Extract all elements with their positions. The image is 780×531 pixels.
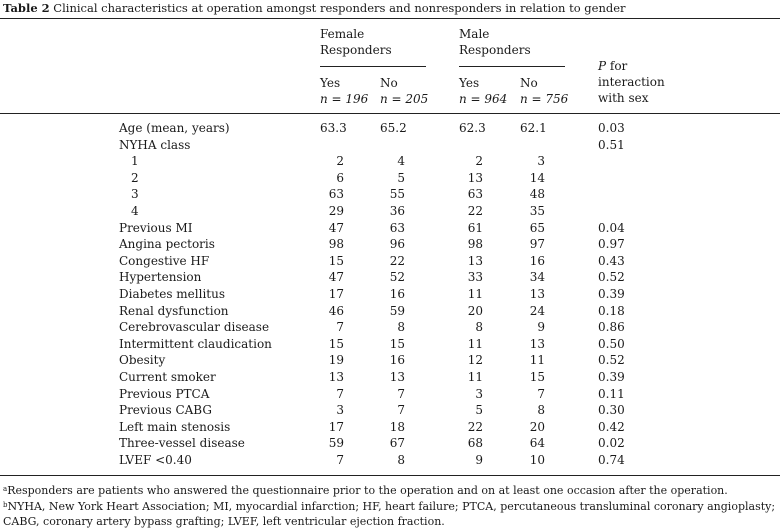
cell-m-no: 15 [529,370,545,384]
cell-f-yes: 98 [328,237,344,252]
cell-f-yes: 15 [328,253,344,268]
cell-m-no: 13 [529,336,545,351]
footnote-a-text: Responders are patients who answered the questionnaire prior to the operation and on at least one occasion after the operation. [7,484,728,497]
cell-f-no: 7 [397,403,405,418]
cell-f-no: 67 [389,436,405,451]
cell-m-yes: 5 [475,403,483,418]
cell-f-no: 8 [397,453,405,467]
cell-f-yes: 7 [336,386,344,401]
cell-m-yes: 33 [467,270,483,285]
cell-p-value: 0.86 [598,320,625,335]
cell-m-yes: 63 [467,187,483,202]
row-label: Previous MI [119,220,193,235]
footnote-a-mark: a [3,485,8,493]
cell-f-yes: 46 [328,303,344,318]
cell-m-no: 10 [529,453,545,467]
cell-m-yes: 3 [475,386,483,401]
row-label: 1 [131,154,139,169]
cell-f-yes: 29 [328,204,344,218]
table-caption [3,0,626,16]
cell-f-yes: 63 [328,187,344,202]
cell-p-value: 0.74 [598,453,625,467]
cell-m-no: 8 [537,403,545,418]
cell-p-value: 0.52 [598,353,625,368]
row-label: Renal dysfunction [119,303,229,318]
male-group-header [459,26,531,58]
p-header-line3: with sex [598,91,649,105]
cell-f-no: 16 [389,287,405,301]
header-rule [0,113,780,114]
row-label: Congestive HF [119,253,210,268]
cell-f-no: 15 [389,336,405,351]
cell-m-yes: 20 [467,303,483,318]
row-label: 2 [131,170,139,185]
footnote-b-text: NYHA, New York Heart Association; MI, myocardial infarction; HF, heart failure; PTCA, percutaneous transluminal coronary angioplasty; [7,500,776,513]
male-no-n: n = 756 [520,92,569,106]
cell-m-yes: 61 [467,220,483,235]
cell-f-yes: 17 [328,419,344,434]
cell-m-no: 48 [529,187,545,202]
p-header-line2: interaction [598,75,665,89]
row-label: Left main stenosis [119,419,231,434]
cell-m-no: 62.1 [520,121,547,135]
cell-m-no: 20 [529,419,545,434]
row-label: Age (mean, years) [119,121,230,135]
male-no-label: No [520,76,538,90]
footnote-b [3,498,775,515]
male-yes-n: n = 964 [459,92,508,106]
cell-f-yes: 7 [336,320,344,335]
cell-f-no: 36 [389,204,405,218]
female-yes-header [320,75,368,107]
cell-p-value: 0.18 [598,303,625,318]
cell-m-no: 3 [537,154,545,169]
footnote-a [3,482,728,499]
cell-p-value: 0.42 [598,419,625,434]
cell-m-yes: 8 [475,320,483,335]
cell-p-value: 0.50 [598,336,625,351]
cell-f-no: 55 [389,187,405,202]
male-header-line1: Male [459,27,490,41]
bottom-rule [0,475,780,476]
cell-m-no: 11 [529,353,545,368]
cell-m-yes: 62.3 [459,121,486,135]
cell-p-value: 0.97 [598,237,625,252]
cell-f-no: 18 [389,419,405,434]
cell-m-yes: 11 [467,287,483,301]
row-label: Hypertension [119,270,202,285]
cell-m-yes: 13 [467,253,483,268]
row-label: Diabetes mellitus [119,287,225,301]
row-label: Three-vessel disease [119,436,245,451]
cell-f-no: 7 [397,386,405,401]
cell-f-no: 52 [389,270,405,285]
cell-f-yes: 47 [328,220,344,235]
cell-f-no: 96 [389,237,405,252]
male-no-header [520,75,568,107]
cell-m-no: 97 [529,237,545,252]
row-label: LVEF <0.40 [119,453,192,467]
cell-m-yes: 11 [467,370,483,384]
cell-p-value: 0.11 [598,386,625,401]
cell-p-value: 0.51 [598,137,625,152]
female-no-n: n = 205 [380,92,429,106]
cell-m-no: 7 [537,386,545,401]
cell-m-yes: 68 [467,436,483,451]
row-label: Obesity [119,353,166,368]
footnote-b-mark: b [3,501,8,509]
cell-f-yes: 2 [336,154,344,169]
row-label: NYHA class [119,137,191,152]
male-yes-header [459,75,507,107]
cell-f-no: 8 [397,320,405,335]
row-label: 3 [131,187,139,202]
cell-f-yes: 59 [328,436,344,451]
female-yes-n: n = 196 [320,92,369,106]
row-label: Cerebrovascular disease [119,320,270,335]
footnote-b-cont [3,514,445,530]
cell-f-no: 59 [389,303,405,318]
male-yes-label: Yes [459,76,480,90]
top-rule [0,18,780,19]
female-yes-label: Yes [320,76,341,90]
cell-m-yes: 22 [467,419,483,434]
cell-m-no: 34 [529,270,545,285]
female-no-header [380,75,428,107]
p-header-line1: P for [598,59,628,73]
cell-m-no: 24 [529,303,545,318]
cell-m-yes: 9 [475,453,483,467]
cell-f-yes: 6 [336,170,344,185]
cell-m-yes: 2 [475,154,483,169]
row-label: Angina pectoris [119,237,215,252]
cell-f-yes: 19 [328,353,344,368]
cell-p-value: 0.30 [598,403,625,418]
male-group-rule [459,66,565,67]
cell-f-yes: 47 [328,270,344,285]
cell-m-yes: 11 [467,336,483,351]
row-label: 4 [131,204,139,218]
cell-m-yes: 98 [467,237,483,252]
female-group-header [320,26,392,58]
cell-m-no: 14 [529,170,545,185]
cell-p-value: 0.04 [598,220,625,235]
male-header-line2: Responders [459,43,531,57]
cell-m-no: 64 [529,436,545,451]
cell-m-no: 13 [529,287,545,301]
cell-m-yes: 13 [467,170,483,185]
cell-m-no: 65 [529,220,545,235]
cell-m-yes: 12 [467,353,483,368]
row-label: Current smoker [119,370,216,384]
cell-f-no: 16 [389,353,405,368]
cell-p-value: 0.39 [598,287,625,301]
cell-p-value: 0.43 [598,253,625,268]
female-group-rule [320,66,426,67]
female-header-line2: Responders [320,43,392,57]
row-label: Previous PTCA [119,386,210,401]
cell-f-no: 4 [397,154,405,169]
cell-m-no: 35 [529,204,545,218]
cell-p-value: 0.52 [598,270,625,285]
cell-p-value: 0.03 [598,121,625,135]
cell-f-yes: 17 [328,287,344,301]
cell-f-no: 65.2 [380,121,407,135]
cell-f-yes: 3 [336,403,344,418]
female-no-label: No [380,76,398,90]
cell-f-no: 22 [389,253,405,268]
footnote-b-text2: CABG, coronary artery bypass grafting; LVEF, left ventricular ejection fraction. [3,515,445,528]
cell-m-no: 16 [529,253,545,268]
p-interaction-header [598,58,665,106]
cell-f-no: 5 [397,170,405,185]
cell-f-no: 13 [389,370,405,384]
table-title: Clinical characteristics at operation amongst responders and nonresponders in relation to gender [53,1,626,15]
cell-f-yes: 63.3 [320,121,347,135]
row-label: Intermittent claudication [119,336,272,351]
cell-p-value: 0.39 [598,370,625,384]
cell-f-yes: 13 [328,370,344,384]
row-label: Previous CABG [119,403,212,418]
cell-f-yes: 15 [328,336,344,351]
cell-m-yes: 22 [467,204,483,218]
cell-f-no: 63 [389,220,405,235]
cell-m-no: 9 [537,320,545,335]
cell-f-yes: 7 [336,453,344,467]
female-header-line1: Female [320,27,365,41]
table-label: Table 2 [3,1,50,15]
cell-p-value: 0.02 [598,436,625,451]
